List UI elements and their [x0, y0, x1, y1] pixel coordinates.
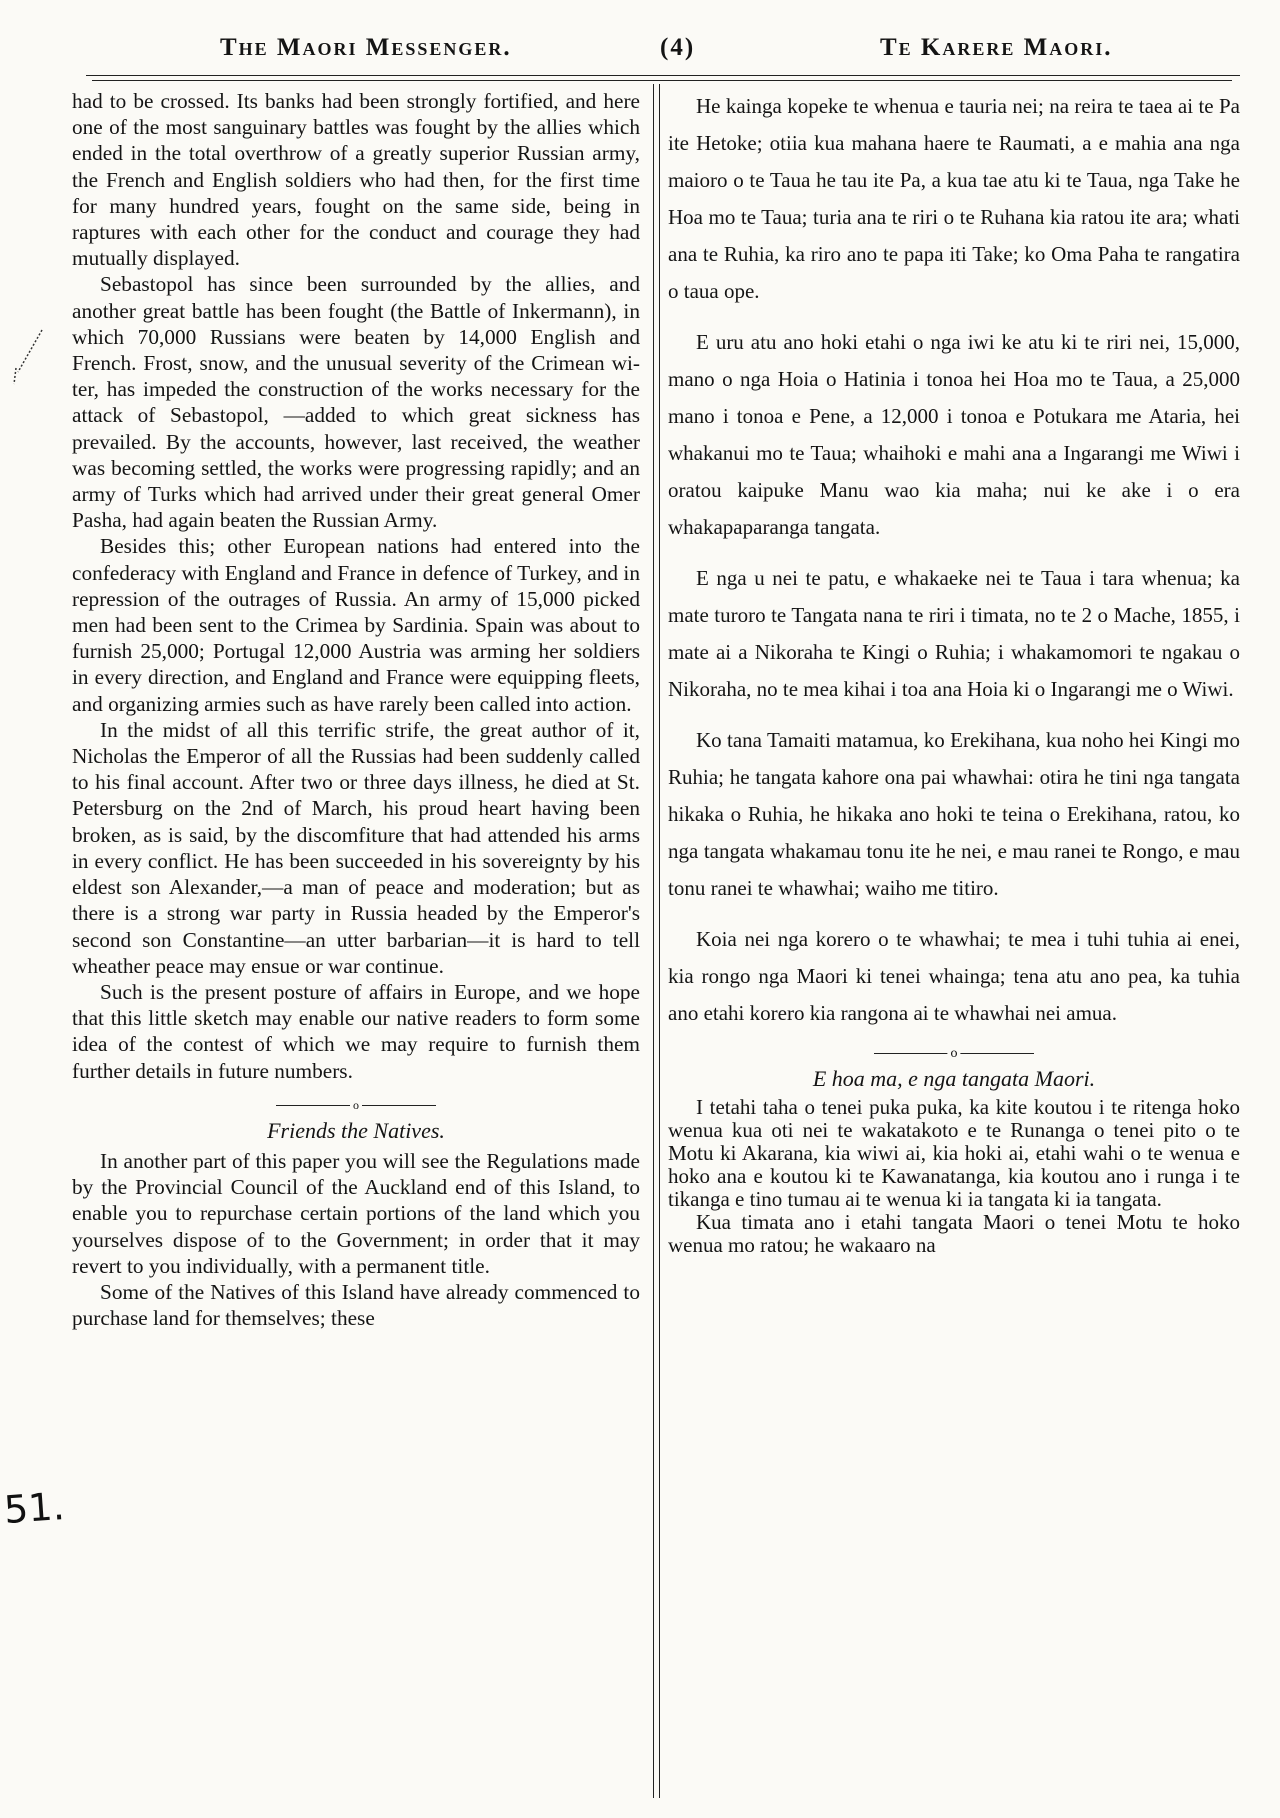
section-heading: E hoa ma, e nga tangata Maori. — [812, 1066, 1096, 1091]
article-paragraph: I tetahi taha o tenei puka puka, ka kite koutou i te ritenga hoko wenua kua oti nei te wakatakoto e te Runanga o tenei pito o te Motu ki Akarana, kia wiwi ai, kia hoki ai, etahi wahi o te wenua e hoko ana e koutou ki te Kawanatanga, kia koutou ano i runga i te tikanga e tino tumau ai te wenua ki ia tangata ki ia tangata. — [668, 1095, 1240, 1211]
header-rule-thin — [92, 80, 1232, 81]
maori-column — [668, 88, 1240, 1257]
article-paragraph: In another part of this paper you will see the Regulations made by the Provincial Council of the Auckland end of this Island, to enable you to repurchase certain portions of the land which you yourselves dispose of to the Government; in order that it may revert to you individually, with a permanent title. — [72, 1148, 640, 1278]
column-divider — [653, 84, 660, 1798]
masthead-english: The Maori Messenger. — [220, 34, 512, 61]
handwritten-number: 51. — [2, 1483, 66, 1533]
article-paragraph: Kua timata ano i etahi tangata Maori o tenei Motu te hoko wenua mo ratou; he wakaaro na — [668, 1210, 1240, 1257]
article-paragraph: E uru atu ano hoki etahi o nga iwi ke atu ki te riri nei, 15,000, mano o nga Hoia o Hatinia i tonoa hei Hoa mo te Taua, a 25,000 mano i tonoa e Pene, a 12,000 i tonoa e Potukara me Ataria, hei whakanui mo te Taua; whaihoki e mahi ana a Ingarangi me Wiwi i oratou kaipuke Manu wao kia maha; nui ke ake i o era whakapaparanga tangata. — [668, 330, 1240, 539]
article-paragraph: Sebastopol has since been surrounded by the allies, and another great battle has been fought (the Battle of Inkermann), in which 70,000 Russians were beaten by 14,000 English and French. Frost, snow, and the unusual severity of the Crimean witer, has impeded the construction of the works necessary for the attack of Sebastopol, —added to which great sickness has prevailed. By the accounts, however, last received, the weather was becoming settled, the works were progressing rapidly; and an army of Turks which had arrived under their great general Omer Pasha, had again beaten the Russian Army. — [72, 272, 640, 533]
article-paragraph: Ko tana Tamaiti matamua, ko Erekihana, kua noho hei Kingi mo Ruhia; he tangata kahore ona pai whawhai: otira he tini nga tangata hikaka o Ruhia, he hikaka ano hoki te teina o Erekihana, ratou, ko nga tangata whakamau tonu ite he nei, e mau ranei te Rongo, e mau tonu ranei te whawhai; waiho me titiro. — [668, 728, 1240, 900]
article-paragraph: E nga u nei te patu, e whakaeke nei te Taua i tara whenua; ka mate turoro te Tangata nana te riri i timata, no te 2 o Mache, 1855, i mate ai a Nikoraha te Kingi o Ruhia; i whakamomori te ngakau o Nikoraha, no te mea kihai i toa ana Hoia ki o Ingarangi me o Wiwi. — [668, 566, 1240, 701]
article-paragraph: Such is the present posture of affairs in Europe, and we hope that this little sketch may enable our native readers to form some idea of the contest of which we may require to furnish them further details in future numbers. — [72, 979, 640, 1083]
article-paragraph: He kainga kopeke te whenua e tauria nei; na reira te taea ai te Pa ite Hetoke; otiia kua mahana haere te Raumati, a e mahia ana nga maioro o te Taua he tau ite Pa, a kua tae atu ki te Taua, nga Take he Hoa mo te Taua; turia ana te riri o te Ruhana kia ratou ite ara; whati ana te Ruhia, ka riro ano te papa iti Take; ko Oma Paha te rangatira o taua ope. — [668, 94, 1240, 303]
section-heading: Friends the Natives. — [267, 1117, 445, 1143]
header-rule — [86, 75, 1240, 76]
masthead-maori: Te Karere Maori. — [880, 34, 1113, 61]
pencil-mark-icon — [12, 328, 46, 388]
section-separator: o — [276, 1098, 436, 1112]
article-paragraph: Besides this; other European nations had entered into the confederacy with England and France in defence of Turkey, and in repression of the outrages of Russia. An army of 15,000 picked men had been sent to the Crimea by Sardinia. Spain was about to furnish 25,000; Portugal 12,000 Austria was arming her soldiers in every direction, and England and France were equipping fleets, and organizing armies such as have rarely been called into action. — [72, 534, 640, 716]
english-column — [72, 88, 640, 1331]
section-separator: o — [874, 1046, 1034, 1060]
article-paragraph: Koia nei nga korero o te whawhai; te mea i tuhi tuhia ai enei, kia rongo nga Maori ki tenei whainga; tena atu ano pea, ka tuhia ano etahi korero kia rangona ai te whawhai nei amua. — [668, 927, 1240, 1025]
article-paragraph: Some of the Natives of this Island have already commenced to purchase land for themselves; these — [72, 1279, 640, 1331]
page-number: (4) — [660, 34, 696, 61]
running-head — [60, 28, 1240, 68]
article-paragraph: had to be crossed. Its banks had been strongly fortified, and here one of the most sanguinary battles was fought by the allies which ended in the total overthrow of a greatly superior Russian army, the French and English soldiers who had then, for the first time for many hundred years, fought on the same side, being in raptures with each other for the conduct and courage they had mutually displayed. — [72, 89, 640, 271]
article-paragraph: In the midst of all this terrific strife, the great author of it, Nicholas the Emperor of all the Russias had been suddenly called to his final account. After two or three days illness, he died at St. Petersburg on the 2nd of March, his proud heart having been broken, as is said, by the discomfiture that had attended his arms in every conflict. He has been succeeded in his sovereignty by his eldest son Alexander,—a man of peace and moderation; but as there is a strong war party in Russia headed by the Emperor's second son Constantine—an utter barbarian—it is hard to tell wheather peace may ensue or war continue. — [72, 717, 640, 978]
